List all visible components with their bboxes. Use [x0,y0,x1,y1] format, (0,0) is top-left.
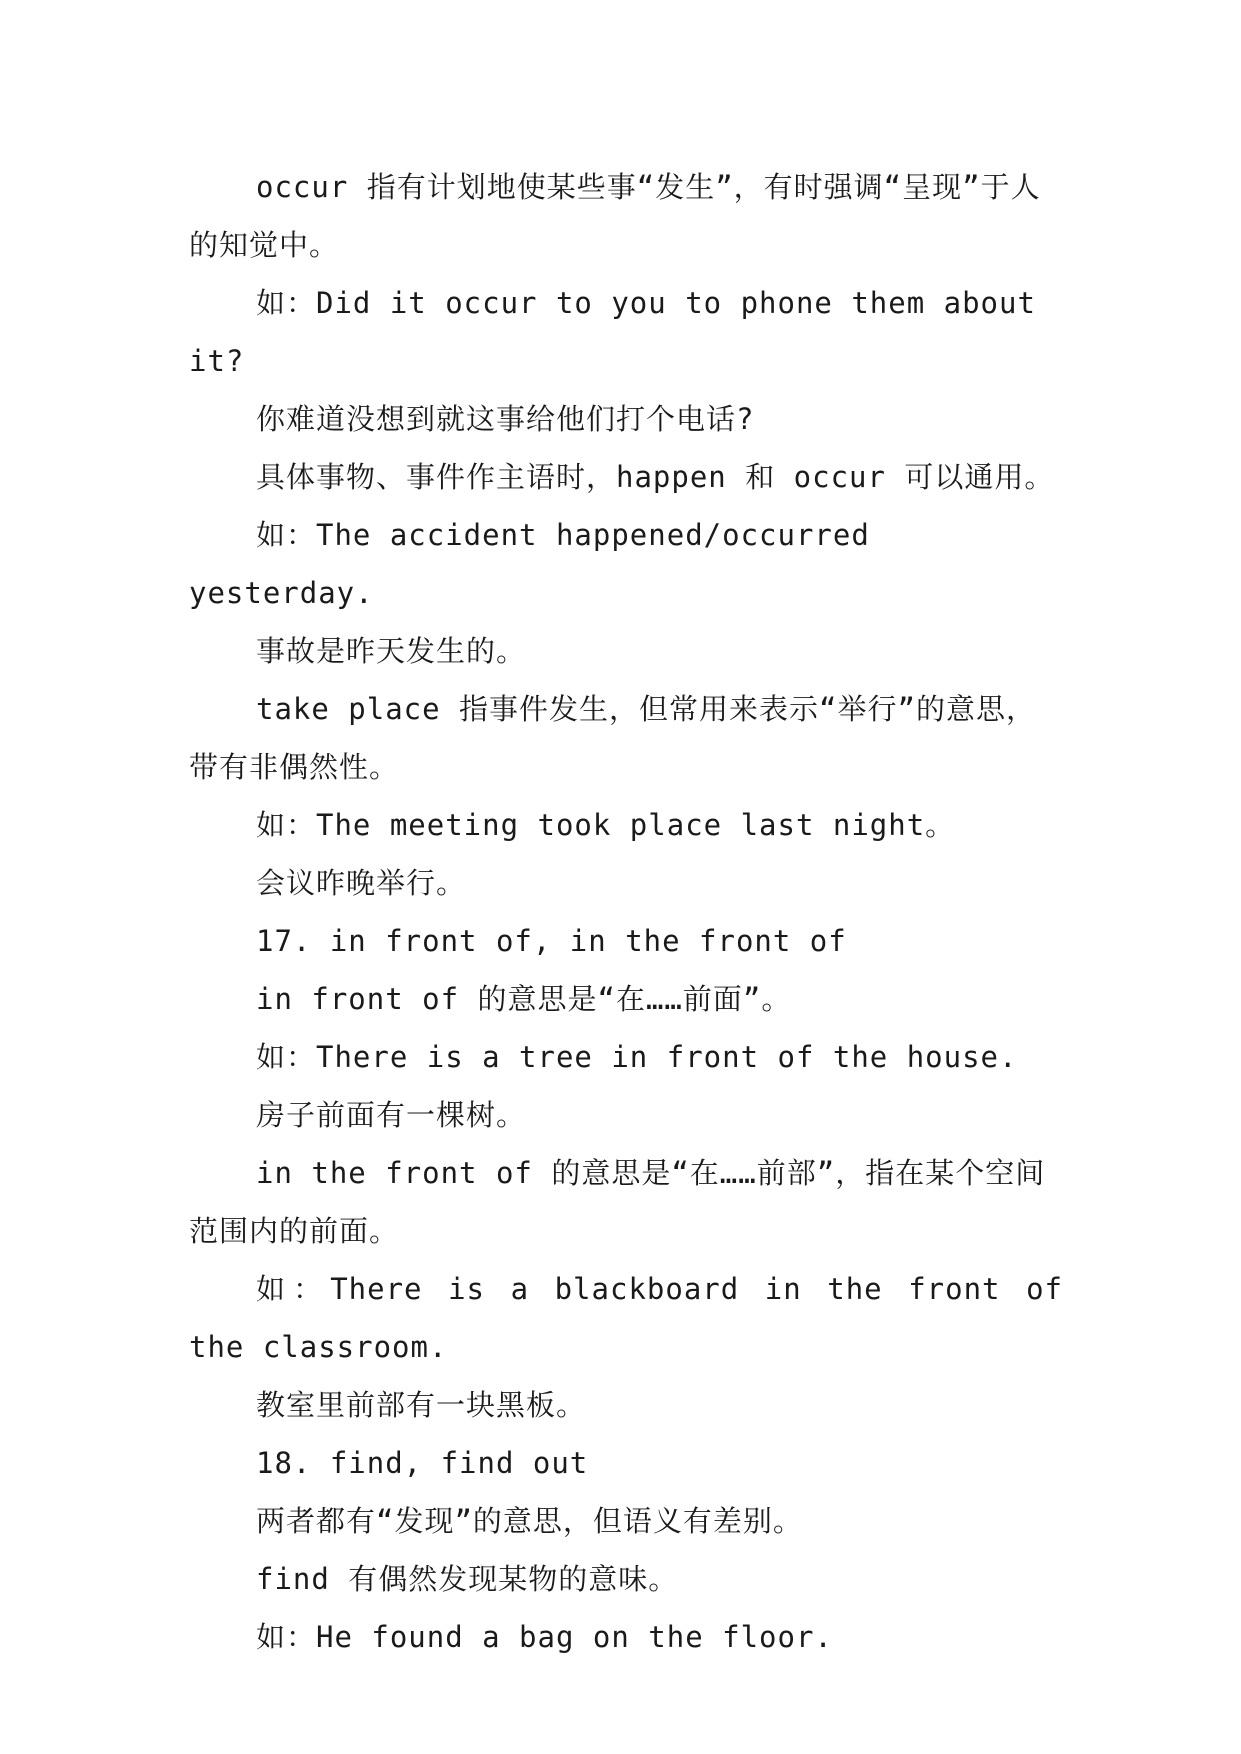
paragraph-find-comparison: 两者都有“发现”的意思，但语义有差别。 [256,1504,803,1538]
section-heading-18: 18. find, find out [256,1446,589,1480]
paragraph-accident-translation: 事故是昨天发生的。 [256,634,527,668]
paragraph-blackboard-translation: 教室里前部有一块黑板。 [256,1388,587,1422]
paragraph-bag-example: 如：He found a bag on the floor. [256,1620,833,1654]
paragraph-in-the-front-of-definition: in the front of 的意思是“在……前部”，指在某个空间范围内的前面。 [189,1156,1046,1248]
paragraph-tree-example: 如：There is a tree in front of the house. [256,1040,1018,1074]
paragraph-take-place-definition: take place 指事件发生，但常用来表示“举行”的意思，带有非偶然性。 [189,692,1036,784]
paragraph-blackboard-example: 如：There is a blackboard in the front of the classroom. [189,1272,1063,1364]
paragraph-find-definition: find 有偶然发现某物的意味。 [256,1562,679,1596]
document-body [189,158,1063,1666]
paragraph-accident-example: 如：The accident happened/occurred yesterday. [189,518,870,610]
paragraph-occur-definition: occur 指有计划地使某些事“发生”，有时强调“呈现”于人的知觉中。 [189,170,1041,262]
paragraph-meeting-translation: 会议昨晚举行。 [256,866,467,900]
paragraph-occur-translation: 你难道没想到就这事给他们打个电话? [256,402,755,436]
paragraph-happen-occur-usage: 具体事物、事件作主语时，happen 和 occur 可以通用。 [256,460,1055,494]
section-heading-17: 17. in front of, in the front of [256,924,847,958]
paragraph-in-front-of-definition: in front of 的意思是“在……前面”。 [256,982,792,1016]
paragraph-meeting-example: 如：The meeting took place last night。 [256,808,956,842]
paragraph-occur-example: 如：Did it occur to you to phone them about it? [189,286,1036,378]
paragraph-tree-translation: 房子前面有一棵树。 [256,1098,527,1132]
